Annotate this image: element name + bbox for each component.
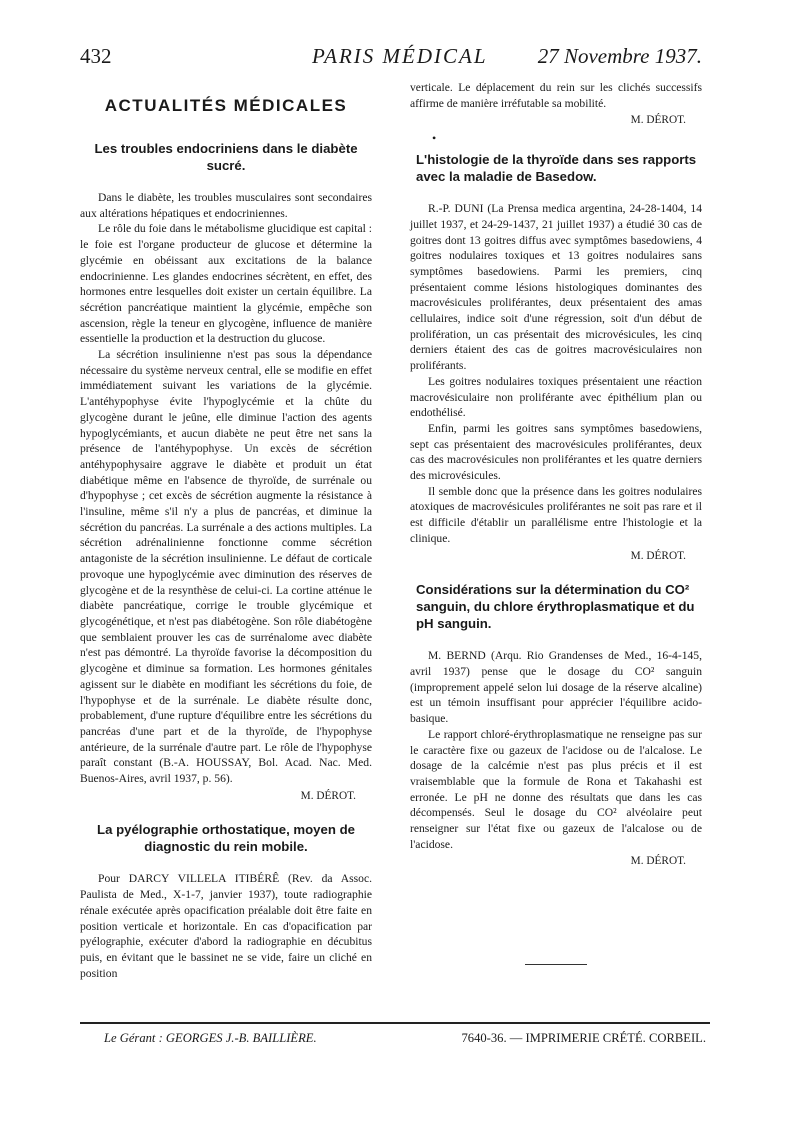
paragraph: Le rapport chloré-érythroplasmatique ne renseigne pas sur le caractère fixe ou gazeux de l'acidose ou de l'alcalose. Le dosage de la calcémie n'est pas plus précis et il est vraisemblable que la formule de Rona et Takahashi est erronée. Le pH ne donne des résultats que dans les cas décompensés. Seul le dosage du CO² alvéolaire peut renseigner sur l'état fixe ou gazeux de l'alcalose ou de l'acidose. [410,727,702,851]
paragraph: R.-P. DUNI (La Prensa medica argentina, 24-28-1404, 14 juillet 1937, et 24-29-1437, 21 juillet 1937) a étudié 30 cas de goitres dont 13 goitres diffus avec symptômes basedowiens, 4 goitres nodulaires toxiques et 13 goitres nodulaires sans symptômes basedowiens. Parmi les premiers, cinq présentaient comme lésions histologiques dominantes des macrovésicules proliférantes, deux présentaient des amas cellulaires, indice soit d'une régression, soit d'un début de prolifération, un cas présentait des microvésicules, les cinq derniers étaient des cas de goitres macrovésiculaires non proliférants. [410,202,702,373]
footer-rule [80,1022,710,1024]
article-signature: M. DÉROT. [630,855,686,868]
journal-title: PARIS MÉDICAL [312,44,488,68]
page-number: 432 [80,44,112,68]
paragraph: Il semble donc que la présence dans les goitres nodulaires atoxiques de macrovésicules proliférantes ne soit pas rare et il est difficile d'établir un parallélisme entre l'histologie et la clinique. [410,484,702,545]
issue-date: 27 Novembre 1937. [537,44,702,68]
article-signature: M. DÉROT. [300,789,356,802]
paragraph-continuation: verticale. Le déplacement du rein sur les clichés successifs affirme de manière irréfutable sa mobilité. [410,81,702,110]
right-column [410,80,702,965]
paragraph: Enfin, parmi les goitres sans symptômes basedowiens, sept cas présentaient des macrovésicules proliférantes, deux cas des macrovésicules non proliférantes et les quatre derniers des microvésicules. [410,421,702,483]
article-title-thyroid: L'histologie de la thyroïde dans ses rapports avec la maladie de Basedow. [416,152,697,185]
page-header [80,42,702,72]
gerant-line: Le Gérant : GEORGES J.-B. BAILLIÈRE. [104,1031,317,1045]
article-title-endocrine: Les troubles endocriniens dans le diabète sucré. [94,141,358,173]
page-footer [80,1031,710,1049]
article-title-pyelography: La pyélographie orthostatique, moyen de diagnostic du rein mobile. [97,822,355,855]
article-signature: M. DÉROT. [630,114,686,127]
article-title-co2: Considérations sur la détermination du CO² sanguin, du chlore érythroplasmatique et du pH sanguin. [416,582,695,632]
paragraph: M. BERND (Arqu. Rio Grandenses de Med., 16-4-145, avril 1937) pense que le dosage du CO² sanguin (improprement appelé selon lui dosage de la réserve alcaline) est un témoin insuffisant pour apprécier l'équilibre acido-basique. [410,649,702,726]
paragraph: Dans le diabète, les troubles musculaires sont secondaires aux altérations hépatiques et endocriniennes. [80,191,372,220]
left-column [80,76,372,981]
paragraph: Le rôle du foie dans le métabolisme glucidique est capital : le foie est l'organe producteur de glucose et détermine la glycémie en obéissant aux excitations de la balance endocrinienne. Les glandes endocrines sécrètent, en effet, des hormones entre lesquelles doit exister un certain équilibre. La sécrétion pancréatique maintient la glycémie, empêche son ascension, règle la teneur en glycogène, influence de manière essentielle la production et la destruction du glucose. [80,222,372,346]
bullet-dot: • [432,131,437,146]
paragraph: Pour DARCY VILLELA ITIBÉRÊ (Rev. da Assoc. Paulista de Med., X-1-7, janvier 1937), toute radiographie rénale exécutée après opacification préalable doit être faite en position verticale et horizontale. En cas d'opacification par pyélographie, exécuter d'abord la radiographie en décubitus puis, en évitant que le bassinet ne se vide, faire un cliché en position [80,872,372,980]
paragraph: Les goitres nodulaires toxiques présentaient une réaction macrovésiculaire non proliférante avec épithélium plan ou endothélisé. [410,374,702,420]
article-signature: M. DÉROT. [630,549,686,562]
separator-rule [525,964,587,965]
section-title: ACTUALITÉS MÉDICALES [104,96,348,115]
paragraph: La sécrétion insulinienne n'est pas sous la dépendance nécessaire du système nerveux central, elle se modifie en effet immédiatement suivant les variations de la glycémie. L'antéhypophyse évite l'hypoglycémie et la chûte du glycogène durant le jeûne, elle diminue l'action des agents hypoglycémiants, et aucun diabète ne peut être net sans la présence de l'antéhypophyse. Un excès de sécrétion antéhypophysaire aggrave le diabète et produit un état diabétique même en l'absence de thyroïde, de surrénale ou d'hypophyse ; cet excès de sécrétion augmente la résistance à l'insuline, même s'il n'y a plus de pancréas, et diminue la sécrétion du pancréas. La surrénale a des actions multiples. La sécrétion adrénalinienne fonctionne comme sécrétion antagoniste de la sécrétion insulinienne. Le défaut de corticale provoque une hypoglycémie avec diminution des réserves de glycogène et de la resynthèse de celui-ci. La cortine atténue le diabète pancréatique, corrige le trouble glycémique et glycogénétique, et n'est pas diabétogène. Son rôle diabétogène que semblaient prouver les cas de surrénalome avec diabète n'est pas démontré. La thyroïde favorise la décomposition du glycogène et diminue sa formation. Les hormones génitales agissent sur le diabète en modifiant les sécrétions du foie, de l'hypophyse et de la surrénale. Le diabète résulte donc, probablement, d'une rupture d'équilibre entre les sécrétions du pancréas d'une part et de la thyroïde, de l'hypophyse antérieure, de la surrénale d'autre part. Le rôle de l'hypophyse paraît constant (B.-A. HOUSSAY, Bol. Acad. Nac. Med. Buenos-Aires, avril 1937, p. 56). [80,348,372,786]
printer-line: 7640-36. — IMPRIMERIE CRÉTÉ. CORBEIL. [461,1031,706,1045]
